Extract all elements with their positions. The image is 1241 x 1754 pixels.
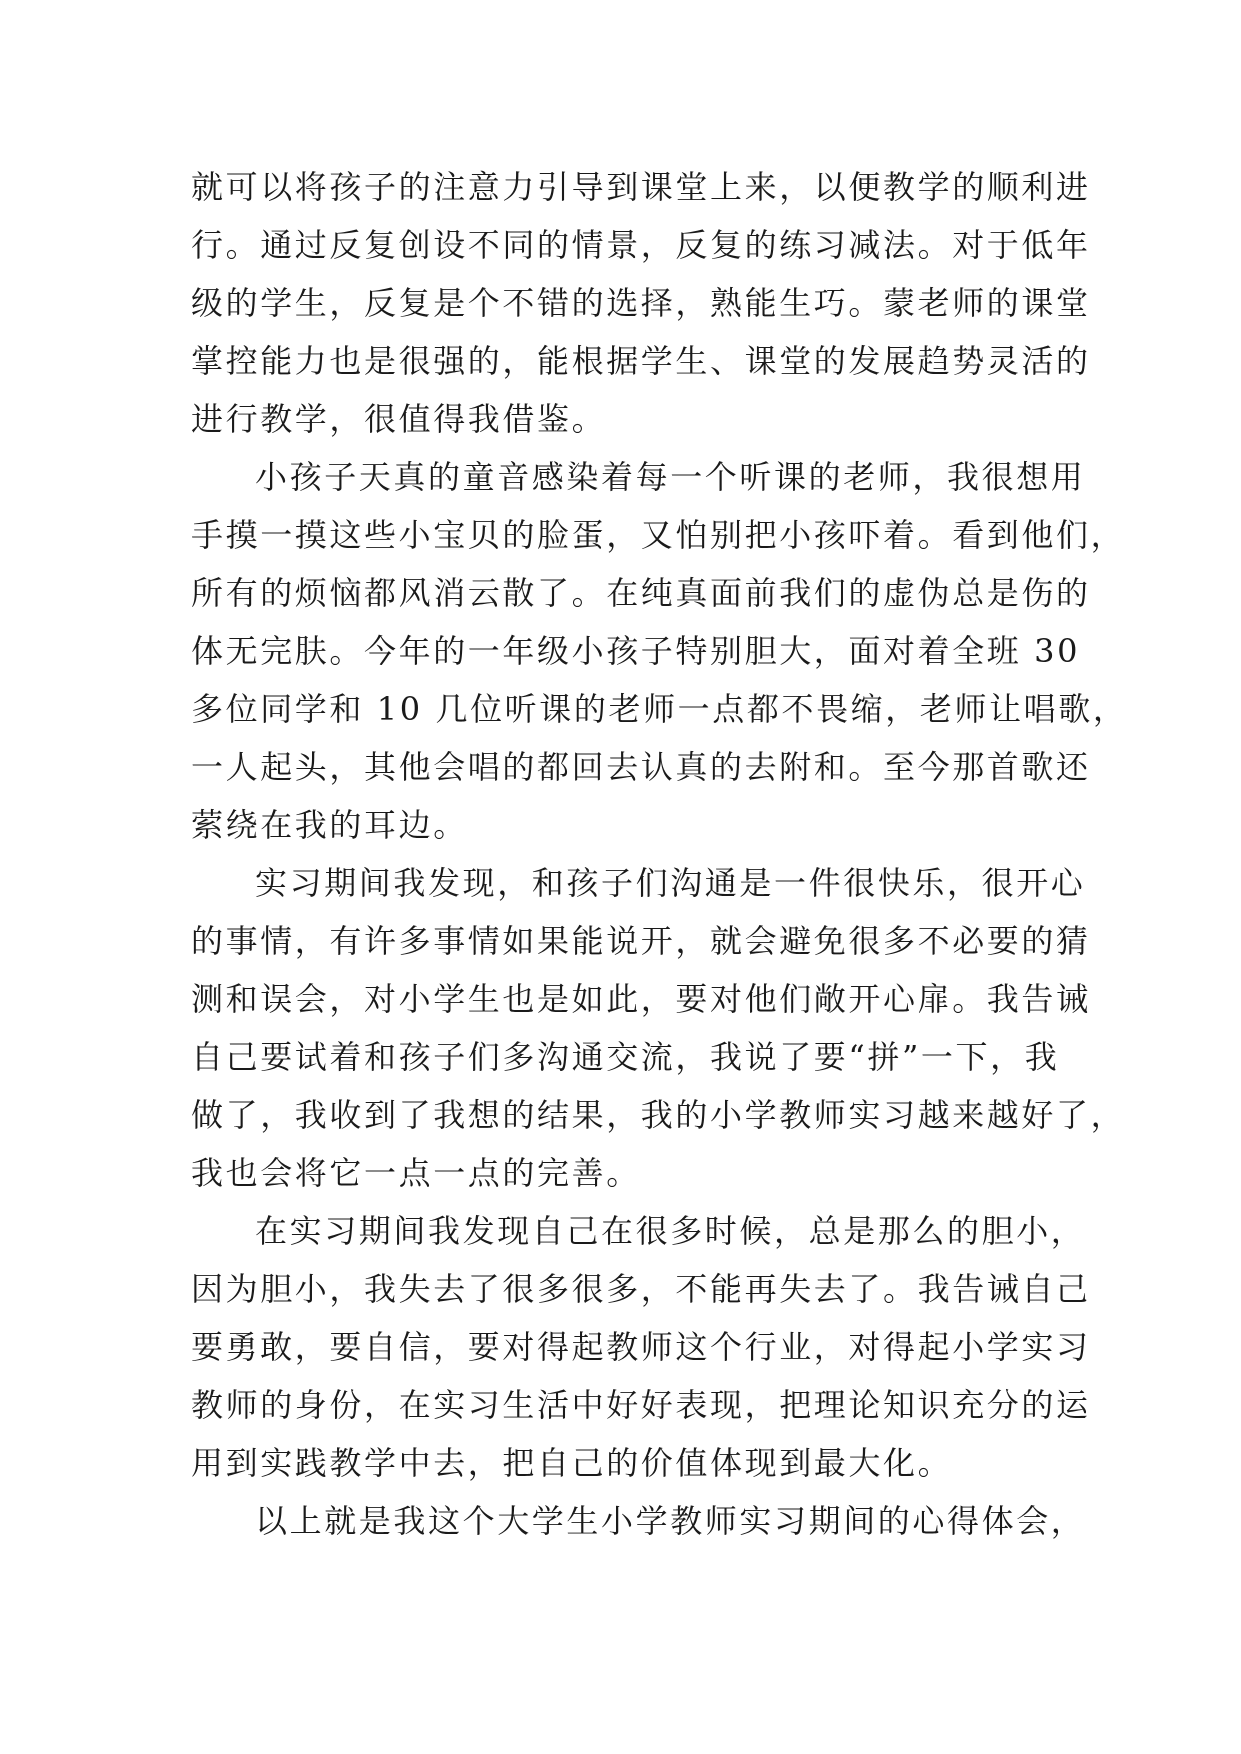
text-line: 我也会将它一点一点的完善。: [191, 1154, 641, 1192]
text-line: 级的学生，反复是个不错的选择，熟能生巧。蒙老师的课堂: [191, 284, 1091, 322]
text-line: 掌控能力也是很强的，能根据学生、课堂的发展趋势灵活的: [191, 342, 1091, 380]
text-line: 的事情，有许多事情如果能说开，就会避免很多不必要的猜: [191, 922, 1091, 960]
text-line: 手摸一摸这些小宝贝的脸蛋，又怕别把小孩吓着。看到他们，: [191, 516, 1126, 554]
paragraph-first-line: 在实习期间我发现自己在很多时候，总是那么的胆小，: [255, 1212, 1086, 1250]
text-line: 做了，我收到了我想的结果，我的小学教师实习越来越好了，: [191, 1096, 1126, 1134]
text-line: 萦绕在我的耳边。: [191, 806, 468, 844]
text-line: 自己要试着和孩子们多沟通交流，我说了要“拼”一下，我: [191, 1038, 1060, 1076]
text-line: 教师的身份，在实习生活中好好表现，把理论知识充分的运: [191, 1386, 1091, 1424]
text-line: 测和误会，对小学生也是如此，要对他们敞开心扉。我告诫: [191, 980, 1091, 1018]
text-line: 体无完肤。今年的一年级小孩子特别胆大，面对着全班 30: [191, 632, 1081, 670]
paragraph-first-line: 以上就是我这个大学生小学教师实习期间的心得体会，: [255, 1502, 1086, 1540]
paragraph-first-line: 实习期间我发现，和孩子们沟通是一件很快乐，很开心: [255, 864, 1086, 902]
text-line: 进行教学，很值得我借鉴。: [191, 400, 607, 438]
text-line: 一人起头，其他会唱的都回去认真的去附和。至今那首歌还: [191, 748, 1091, 786]
text-line: 用到实践教学中去，把自己的价值体现到最大化。: [191, 1444, 953, 1482]
body-text: [191, 158, 1128, 1550]
text-line: 就可以将孩子的注意力引导到课堂上来，以便教学的顺利进: [191, 168, 1091, 206]
text-line: 因为胆小，我失去了很多很多，不能再失去了。我告诫自己: [191, 1270, 1091, 1308]
paragraph-first-line: 小孩子天真的童音感染着每一个听课的老师，我很想用: [255, 458, 1086, 496]
text-line: 行。通过反复创设不同的情景，反复的练习减法。对于低年: [191, 226, 1091, 264]
text-line: 所有的烦恼都风消云散了。在纯真面前我们的虚伪总是伤的: [191, 574, 1091, 612]
text-line: 要勇敢，要自信，要对得起教师这个行业，对得起小学实习: [191, 1328, 1091, 1366]
text-line: 多位同学和 10 几位听课的老师一点都不畏缩，老师让唱歌，: [191, 690, 1128, 728]
